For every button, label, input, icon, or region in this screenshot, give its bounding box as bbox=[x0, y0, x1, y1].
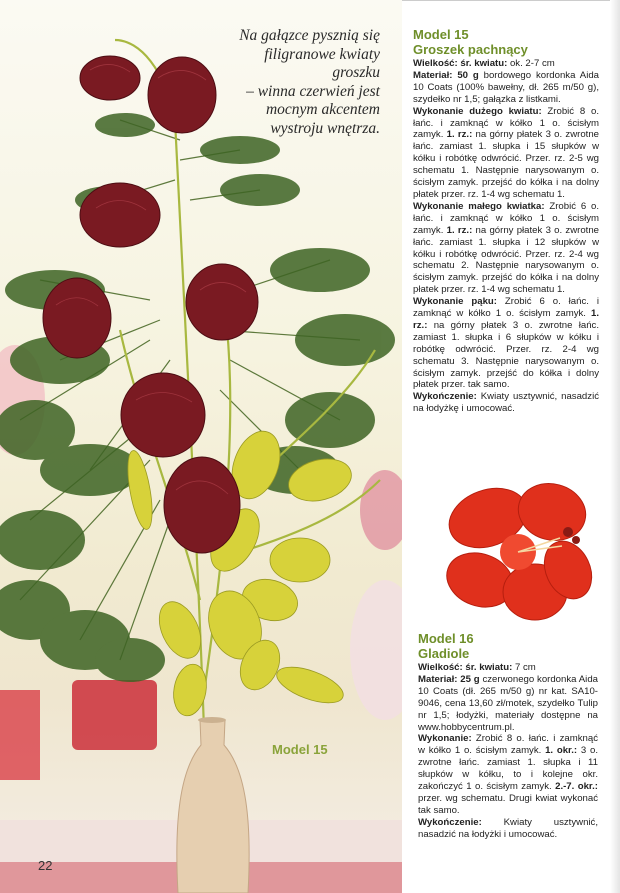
photo-caption: Na gałązce pysznią się filigranowe kwiaty groszku – winna czerwień jest mocnym akcentem wystroju wnętrza. bbox=[239, 27, 380, 137]
model-15-bud: Wykonanie pąku: Zrobić 6 o. łańc. i zamknąć w kółko 1 o. ścisłym zamyk. 1. rz.: na górny płatek 3 o. zwrotne łańc. zamiast 1. słupka i 6 słupków w kółku i robótkę odwrócić. Przer. rz. 2-4 wg schematu 3. Następnie narysowanym o. ścisłym zamyk. przejść do kółka i dolny płatek przer. tak samo. bbox=[413, 296, 599, 391]
page-spine-shadow bbox=[610, 0, 620, 893]
model-16-finishing: Wykończenie: Kwiaty usztywnić, nasadzić na łodyżki i umocować. bbox=[418, 816, 598, 840]
model-15-material: Materiał: 50 g bordowego kordonka Aida 10 Coats (100% bawełny, dł. 265 m/50 g), szydełko nr 1,5; gałązka z listkami. bbox=[413, 69, 599, 105]
top-border bbox=[402, 0, 620, 1]
model-16-making: Wykonanie: Zrobić 8 o. łańc. i zamknąć w kółko 1 o. ścisłym zamyk. 1. okr.: 3 o. zwrotne łańc. zamiast 1. słupka i 11 słupków w kółku, to i kolejne okr. zakończyć 1 o. ścisłym zamyk. 2.-7. okr.: przer. wg schematu. Drugi kwiat wykonać tak samo. bbox=[418, 733, 598, 816]
model-15-small-flower: Wykonanie małego kwiatka: Zrobić 6 o. łańc. i zamknąć w kółko 1 o. ścisłym zamyk. 1. rz.: na górny płatek 3 o. zwrotne łańc. zamiast 1. słupka i 12 słupków w kółku i robótkę odwrócić. Przer. rz. 2-4 wg schematu 2. Następnie narysowanym o. ścisłym zamyk. przejść do kółka i na dolny płatek przer. rz. 1-4 wg schematu 1. bbox=[413, 200, 599, 296]
page-number: 22 bbox=[38, 858, 53, 873]
model-16-section bbox=[418, 631, 598, 841]
model-15-size: Wielkość: śr. kwiatu: ok. 2-7 cm bbox=[413, 58, 555, 69]
model-15-section bbox=[413, 27, 599, 415]
model-15-large-flower: Wykonanie dużego kwiatu: Zrobić 8 o. łańc. i zamknąć w kółko 1 o. ścisłym zamyk. 1. rz.: na górny płatek 3 o. zwrotne łańc. zamiast 1. słupka i 15 słupków w kółku i robótkę odwrócić. Przer. rz. 2-5 wg schematu 1. Następnie narysowanym o. ścisłym zamyk. przejść do kółka i na dolny płatek przer. rz. 1-4 wg schematu 1. bbox=[413, 105, 599, 200]
model-16-material: Materiał: 25 g czerwonego kordonka Aida 10 Coats (dł. 265 m/50 g) nr kat. SA10-9046, cena 13,60 zł/motek, szydełko Tulip nr 1,5; łodyżki, materiały dostępne na www.hobbycentrum.pl. bbox=[418, 673, 598, 733]
model-16-subtitle: Gladiole bbox=[418, 646, 470, 661]
model-15-title: Model 15 bbox=[413, 27, 469, 42]
photo-model-label: Model 15 bbox=[272, 742, 328, 757]
model-16-size: Wielkość: śr. kwiatu: 7 cm bbox=[418, 662, 536, 673]
model-15-subtitle: Groszek pachnący bbox=[413, 42, 528, 57]
model-15-finishing: Wykończenie: Kwiaty usztywnić, nasadzić na łodyżkę i umocować. bbox=[413, 391, 599, 415]
gladiolus-flower-photo bbox=[440, 480, 600, 630]
model-16-title: Model 16 bbox=[418, 631, 474, 646]
